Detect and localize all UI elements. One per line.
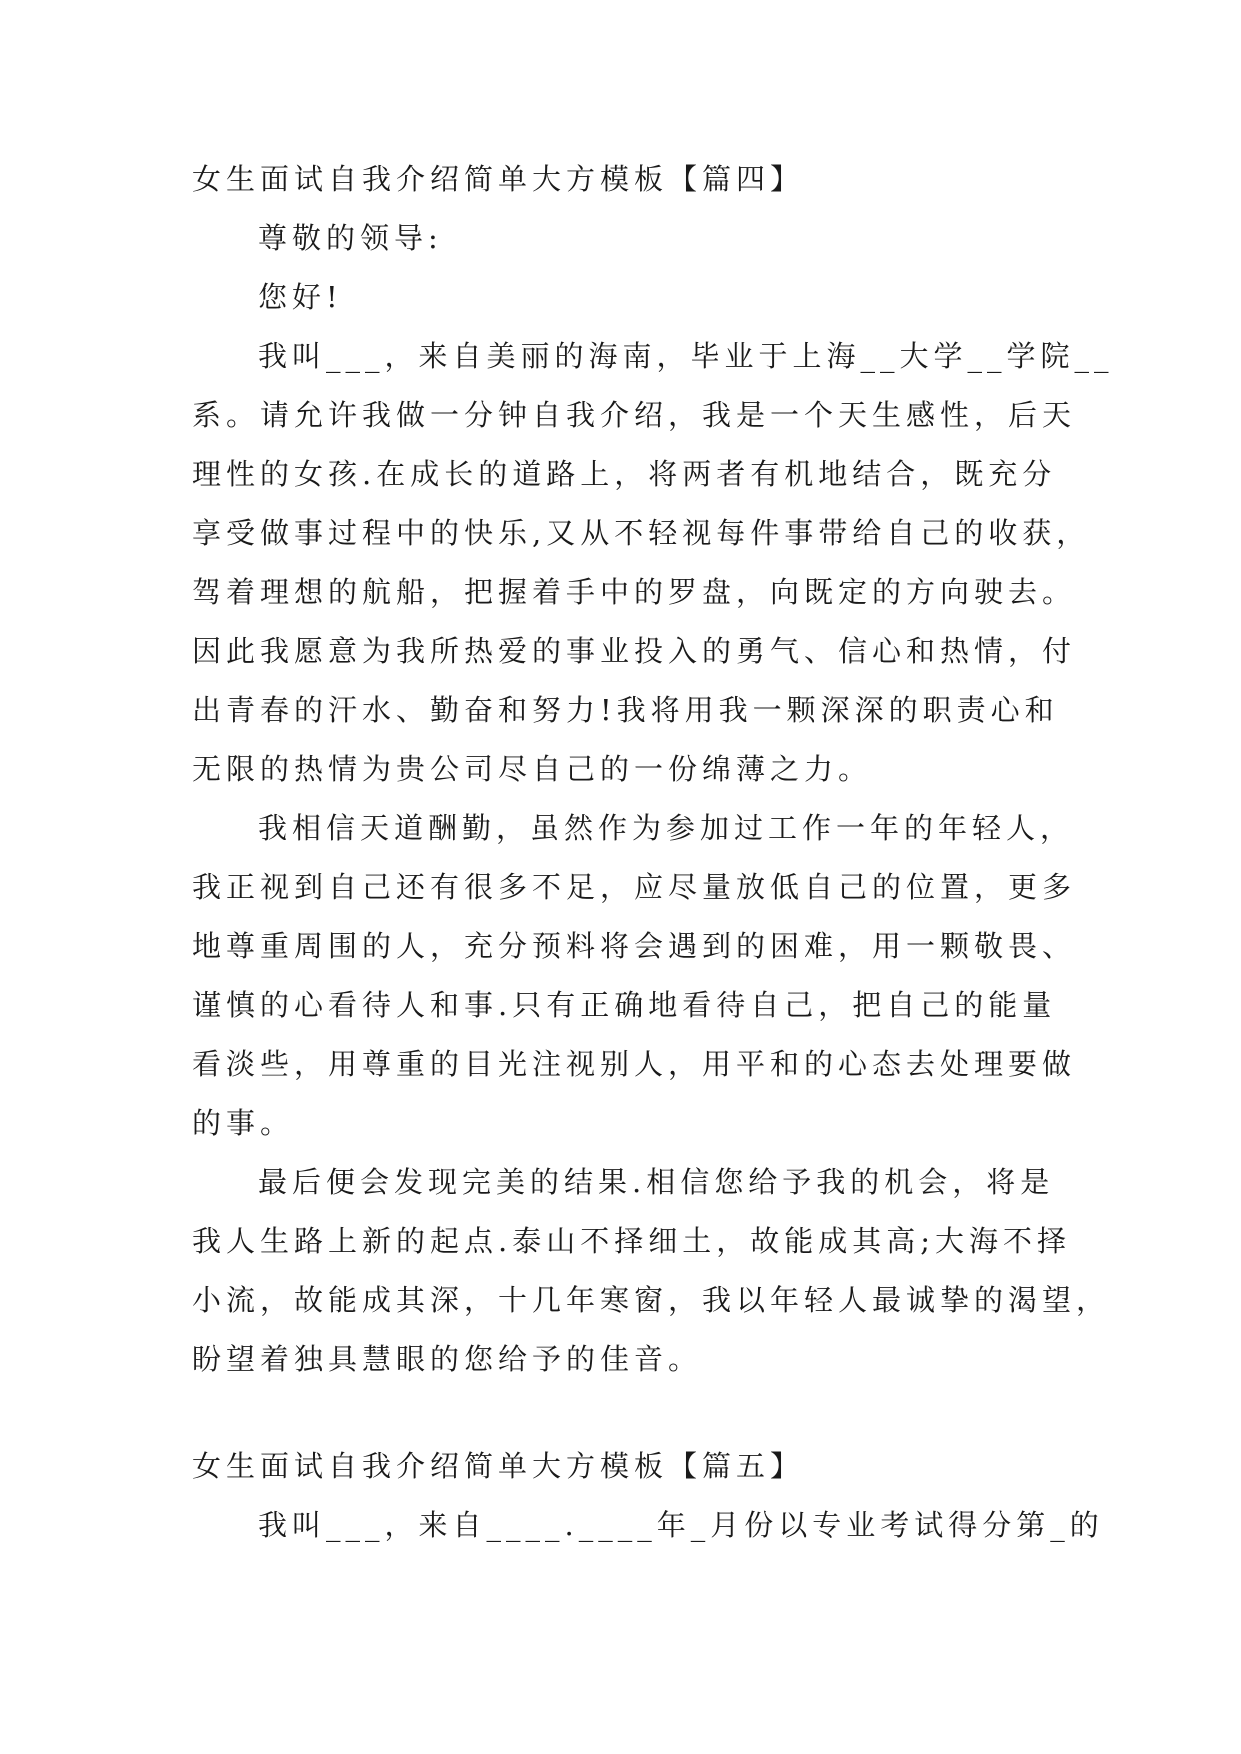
salutation: 尊敬的领导: [258,221,443,255]
paragraph [192,1153,1111,1389]
text-line: 小流，故能成其深，十几年寒窗，我以年轻人最诚挚的渴望， [192,1283,1111,1317]
text-line: 看淡些，用尊重的目光注视别人，用平和的心态去处理要做 [192,1047,1077,1081]
paragraph [192,327,1114,799]
text-line: 无限的热情为贵公司尽自己的一份绵薄之力。 [192,752,873,786]
section-heading: 女生面试自我介绍简单大方模板【篇四】 [192,162,805,196]
paragraph [192,799,1077,1153]
text-line: 享受做事过程中的快乐,又从不轻视每件事带给自己的收获， [192,516,1091,550]
text-line: 我相信天道酬勤，虽然作为参加过工作一年的年轻人， [258,811,1075,845]
text-line: 最后便会发现完美的结果.相信您给予我的机会，将是 [258,1165,1055,1199]
document-page [192,150,1114,1555]
text-line: 我叫___，来自美丽的海南，毕业于上海__大学__学院__ [258,339,1114,373]
greeting: 您好! [258,280,343,314]
text-line: 系。请允许我做一分钟自我介绍，我是一个天生感性，后天 [192,398,1077,432]
section-heading: 女生面试自我介绍简单大方模板【篇五】 [192,1449,805,1483]
text-line: 理性的女孩.在成长的道路上，将两者有机地结合，既充分 [192,457,1057,491]
text-line: 因此我愿意为我所热爱的事业投入的勇气、信心和热情，付 [192,634,1077,668]
section-spacer [192,1389,1072,1437]
text-line: 出青春的汗水、勤奋和努力!我将用我一颗深深的职责心和 [192,693,1059,727]
text-line: 我叫___，来自____.____年_月份以专业考试得分第_的 [258,1508,1104,1542]
text-line: 谨慎的心看待人和事.只有正确地看待自己，把自己的能量 [192,988,1057,1022]
text-line: 盼望着独具慧眼的您给予的佳音。 [192,1342,703,1376]
text-line: 我正视到自己还有很多不足，应尽量放低自己的位置，更多 [192,870,1077,904]
text-line: 驾着理想的航船，把握着手中的罗盘，向既定的方向驶去。 [192,575,1077,609]
text-line: 地尊重周围的人，充分预料将会遇到的困难，用一颗敬畏、 [192,929,1077,963]
text-line: 的事。 [192,1106,295,1140]
text-line: 我人生路上新的起点.泰山不择细土，故能成其高;大海不择 [192,1224,1071,1258]
